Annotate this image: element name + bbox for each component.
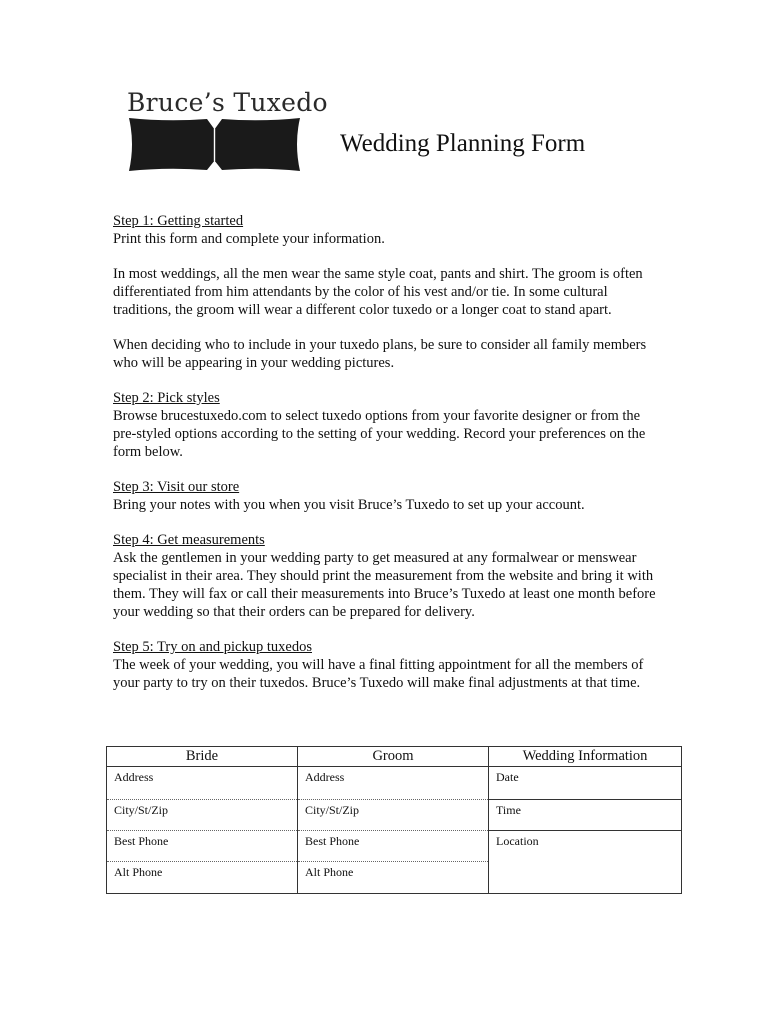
- bride-best-phone-field[interactable]: Best Phone: [107, 831, 298, 862]
- groom-alt-phone-field[interactable]: Alt Phone: [298, 862, 489, 894]
- groom-city-field[interactable]: City/St/Zip: [298, 800, 489, 831]
- groom-best-phone-field[interactable]: Best Phone: [298, 831, 489, 862]
- step-1-paragraph-2: [113, 265, 663, 319]
- table-row: [107, 831, 682, 862]
- step-2: [113, 389, 663, 461]
- step-5-heading: Step 5: Try on and pickup tuxedos: [113, 639, 312, 655]
- table-header-row: [107, 747, 682, 767]
- bride-address-field[interactable]: Address: [107, 767, 298, 800]
- bride-city-field[interactable]: City/St/Zip: [107, 800, 298, 831]
- step-1-family-text: When deciding who to include in your tuxedo plans, be sure to consider all family members who will be appearing in your wedding pictures.: [113, 337, 647, 371]
- step-4-heading: Step 4: Get measurements: [113, 532, 265, 548]
- step-1-text: Print this form and complete your information.: [113, 231, 385, 247]
- step-3: [113, 478, 663, 514]
- step-5: [113, 638, 663, 692]
- step-1-traditions-text: In most weddings, all the men wear the same style coat, pants and shirt. The groom is often differentiated from him attendants by the color of his vest and/or tie. In some cultural traditions, the groom will wear a different color tuxedo or a longer coat to stand apart.: [113, 266, 643, 318]
- step-1: [113, 212, 663, 248]
- wedding-info-table: [106, 746, 682, 894]
- wedding-location-field[interactable]: Location: [489, 831, 682, 894]
- step-2-text: Browse brucestuxedo.com to select tuxedo options from your favorite designer or from the pre-styled options according to the setting of your wedding. Record your preferences on the form below.: [113, 408, 646, 460]
- step-4-text: Ask the gentlemen in your wedding party to get measured at any formalwear or menswear specialist in their area. They should print the measurement from the website and bring it with them. They will fax or call their measurements into Bruce’s Tuxedo at least one month before your wedding so that their orders can be prepared for delivery.: [113, 550, 656, 620]
- groom-address-field[interactable]: Address: [298, 767, 489, 800]
- bow-tie-icon: [127, 116, 302, 173]
- groom-column-header: Groom: [298, 747, 489, 767]
- instructions: [113, 212, 663, 709]
- step-3-text: Bring your notes with you when you visit Bruce’s Tuxedo to set up your account.: [113, 497, 585, 513]
- page-title: Wedding Planning Form: [340, 130, 586, 157]
- table-row: [107, 767, 682, 800]
- company-logo: [127, 88, 328, 173]
- wedding-date-field[interactable]: Date: [489, 767, 682, 800]
- wedding-time-field[interactable]: Time: [489, 800, 682, 831]
- step-2-heading: Step 2: Pick styles: [113, 390, 220, 406]
- table-row: [107, 800, 682, 831]
- step-1-paragraph-3: [113, 336, 663, 372]
- logo-text: Bruce’s Tuxedo: [127, 88, 328, 117]
- step-4: [113, 531, 663, 621]
- bride-column-header: Bride: [107, 747, 298, 767]
- step-1-heading: Step 1: Getting started: [113, 213, 244, 229]
- wedding-info-column-header: Wedding Information: [489, 747, 682, 767]
- step-3-heading: Step 3: Visit our store: [113, 479, 240, 495]
- step-5-text: The week of your wedding, you will have a final fitting appointment for all the members of your party to try on their tuxedos. Bruce’s Tuxedo will make final adjustments at that time.: [113, 657, 644, 691]
- bride-alt-phone-field[interactable]: Alt Phone: [107, 862, 298, 894]
